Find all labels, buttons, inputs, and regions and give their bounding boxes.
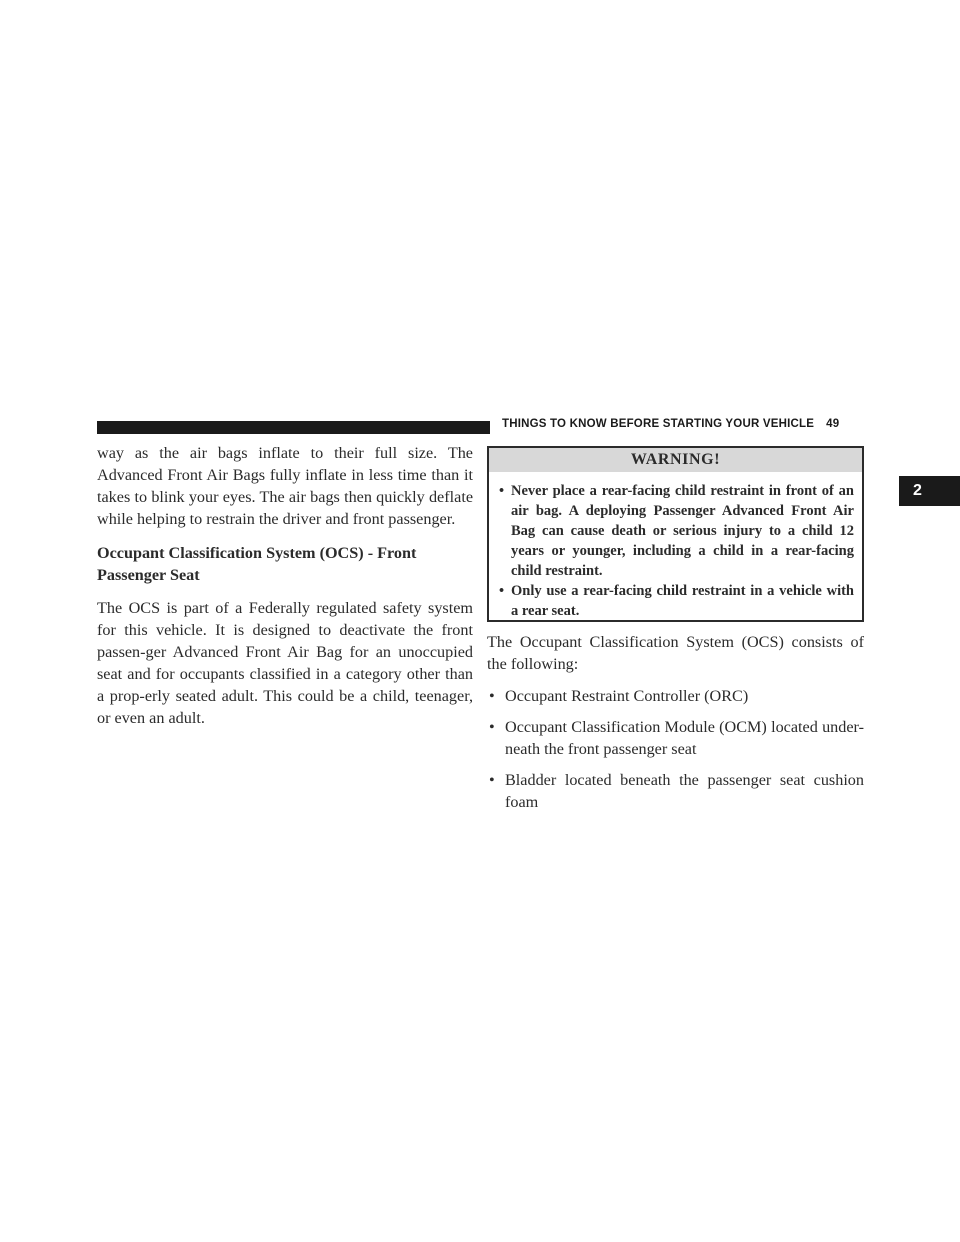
bullet-icon: • [489, 718, 495, 736]
header-rule [97, 421, 490, 434]
page-number: 49 [826, 418, 840, 430]
warning-box [487, 446, 864, 622]
warning-list [489, 481, 862, 621]
body-paragraph: The Occupant Classification System (OCS) consists of the following: [487, 633, 864, 673]
bullet-icon: • [499, 483, 505, 499]
warning-item: • Never place a rear-facing child restraint in front of an air bag. A deploying Passenger Advanced Front Air Bag can cause death or serious injury to a child 12 years or younger, including a child in a rear-facing child restraint. [499, 483, 854, 579]
warning-item: • Only use a rear-facing child restraint in a vehicle with a rear seat. [499, 583, 854, 619]
bullet-icon: • [489, 771, 495, 789]
right-column [487, 631, 864, 813]
list-item: • Bladder located beneath the passenger seat cushion foam [489, 771, 864, 811]
chapter-tab: 2 [899, 476, 960, 506]
body-paragraph: The OCS is part of a Federally regulated safety system for this vehicle. It is designed to deactivate the front passen-ger Advanced Front Air Bag for an unoccupied seat and for occupants classified in a category other than a prop-erly seated adult. This could be a child, teenager, or even an adult. [97, 599, 473, 727]
list-item: • Occupant Restraint Controller (ORC) [489, 687, 749, 705]
list-item: • Occupant Classification Module (OCM) located under-neath the front passenger seat [489, 718, 864, 758]
left-column [97, 442, 473, 729]
component-list [487, 685, 864, 813]
warning-title: WARNING! [489, 448, 862, 472]
running-header [502, 418, 839, 430]
bullet-icon: • [499, 583, 505, 599]
section-heading: Occupant Classification System (OCS) - Front Passenger Seat [97, 544, 417, 584]
body-paragraph: way as the air bags inflate to their full size. The Advanced Front Air Bags fully inflate in less time than it takes to blink your eyes. The air bags then quickly deflate while helping to restrain the driver and front passenger. [97, 444, 473, 528]
section-title: THINGS TO KNOW BEFORE STARTING YOUR VEHICLE [502, 418, 815, 430]
bullet-icon: • [489, 687, 495, 705]
